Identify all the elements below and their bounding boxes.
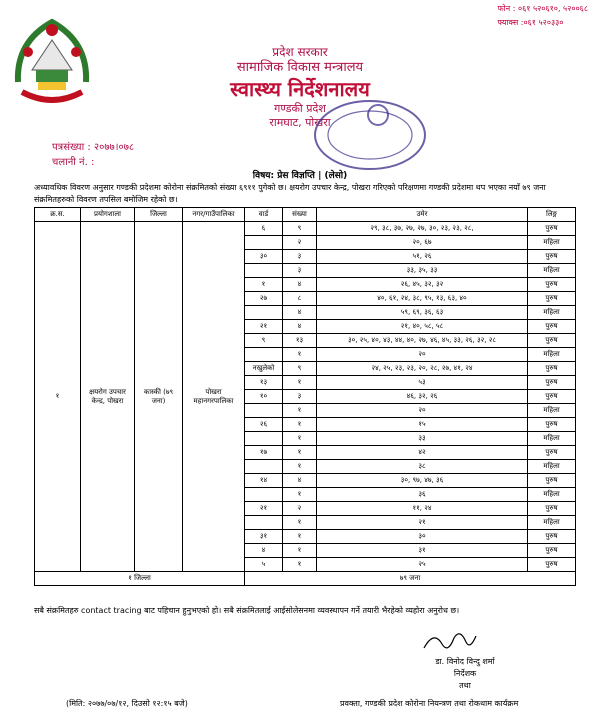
cell-count: ३: [283, 390, 317, 404]
cell-gender: महिला: [528, 306, 576, 320]
official-stamp: [310, 95, 430, 175]
phone-number: फोन : ०६१ ५२०६१०, ५२००६८: [497, 4, 588, 13]
cell-gender: पुरुष: [528, 502, 576, 516]
header-ministry: सामाजिक विकास मन्त्रालय: [236, 60, 364, 75]
cell-gender: महिला: [528, 404, 576, 418]
header-province-govt: प्रदेश सरकार: [272, 45, 328, 59]
cell-count: ३: [283, 250, 317, 264]
cell-gender: पुरुष: [528, 376, 576, 390]
table-row: [35, 222, 576, 236]
col-sn: क्र.स.: [35, 208, 81, 222]
col-gender: लिङ्ग: [528, 208, 576, 222]
cell-ward: ५: [245, 558, 283, 572]
cell-ages: २९, ३८, ३७, २७, २७, ३०, २३, २३, २८,: [317, 222, 528, 236]
cell-ward: २१: [245, 320, 283, 334]
signatory-tatha: तथा: [459, 681, 471, 690]
cases-table: [34, 207, 576, 586]
cell-ward: [245, 236, 283, 250]
cell-gender: पुरुष: [528, 558, 576, 572]
cell-ward: १३: [245, 376, 283, 390]
subject-line: विषय: प्रेस विज्ञप्ति | (लेसो): [252, 171, 348, 181]
cell-ward: २६: [245, 418, 283, 432]
cell-gender: पुरुष: [528, 320, 576, 334]
letter-number: पत्रसंख्या : २०७७।०७८: [52, 142, 135, 153]
cell-ward: [245, 404, 283, 418]
cell-count: १: [283, 530, 317, 544]
cell-ages: ५१, २६: [317, 250, 528, 264]
cell-ward: [245, 264, 283, 278]
cell-count: १३: [283, 334, 317, 348]
cell-count: १: [283, 376, 317, 390]
total-districts: १ जिल्ला: [35, 572, 245, 586]
cell-ward: [245, 432, 283, 446]
cell-ages: २१: [317, 516, 528, 530]
col-lab: प्रयोगशाला: [81, 208, 135, 222]
cell-lab: क्षयरोग उपचार केन्द्र, पोखरा: [81, 222, 135, 572]
cell-count: १: [283, 404, 317, 418]
cell-count: ९: [283, 222, 317, 236]
col-count: संख्या: [283, 208, 317, 222]
footer-note: सबै संक्रमितहरु contact tracing बाट पहिचान हुनुभएको हो। सबै संक्रमितलाई आईसोलेसनमा व्यवस्थापन गर्ने तयारी भैरहेको व्यहोरा अनुरोध छ।: [34, 606, 460, 615]
cell-ages: ३०, ९७, ४७, ३६: [317, 474, 528, 488]
col-district: जिल्ला: [135, 208, 183, 222]
dispatch-number: चलानी नं. :: [52, 157, 95, 168]
cell-count: १: [283, 348, 317, 362]
cell-ward: २१: [245, 502, 283, 516]
header-directorate: स्वास्थ्य निर्देशनालय: [230, 77, 370, 101]
cell-sn: १: [35, 222, 81, 572]
cell-ward: [245, 488, 283, 502]
cell-ward: १४: [245, 474, 283, 488]
cell-ward: १७: [245, 446, 283, 460]
signature-block: [400, 656, 530, 692]
signatory-title: निर्देशक: [453, 669, 477, 678]
cell-count: २: [283, 236, 317, 250]
reference-block: [52, 140, 134, 170]
cell-gender: महिला: [528, 264, 576, 278]
cell-ward: १०: [245, 390, 283, 404]
cell-gender: महिला: [528, 488, 576, 502]
cell-ages: ४२: [317, 446, 528, 460]
col-municipality: नगर/गाउँपालिका: [183, 208, 245, 222]
cell-gender: पुरुष: [528, 446, 576, 460]
cell-ward: ३०: [245, 250, 283, 264]
cell-district: कास्की (७९ जना): [135, 222, 183, 572]
cell-gender: महिला: [528, 432, 576, 446]
signatory-name: डा. विनोद विन्दु शर्मा: [435, 657, 495, 666]
date-note: (मिति: २०७७/०७/१२, दिउसो १२:१५ बजे): [66, 699, 188, 708]
cell-ages: २५: [317, 558, 528, 572]
cell-gender: महिला: [528, 460, 576, 474]
cell-ward: [245, 460, 283, 474]
cell-ages: ३१: [317, 544, 528, 558]
fax-number: फ्याक्स :०६१ ५२०३३०: [497, 18, 564, 27]
header-province: गण्डकी प्रदेश: [274, 102, 326, 115]
cell-count: १: [283, 446, 317, 460]
cell-municipality: पोखरा महानगरपालिका: [183, 222, 245, 572]
cell-ages: २०, ६७: [317, 236, 528, 250]
cell-ages: ११, २४: [317, 502, 528, 516]
cell-ages: १५: [317, 418, 528, 432]
cell-gender: पुरुष: [528, 278, 576, 292]
cell-gender: पुरुष: [528, 390, 576, 404]
cell-count: १: [283, 418, 317, 432]
cell-gender: पुरुष: [528, 334, 576, 348]
cell-ward: २७: [245, 292, 283, 306]
cell-ages: ३३: [317, 432, 528, 446]
cell-gender: महिला: [528, 236, 576, 250]
cell-ages: २६, ४५, ३२, ३२: [317, 278, 528, 292]
spokesperson-role: प्रवक्ता, गण्डकी प्रदेश कोरोना नियन्त्रण तथा रोकथाम कार्यक्रम: [340, 699, 519, 708]
cell-ages: २४, २५, २३, २३, २०, २८, २७, ४१, २४: [317, 362, 528, 376]
cell-ages: ३६: [317, 488, 528, 502]
header-location: रामघाट, पोखरा: [269, 116, 331, 129]
cell-count: ९: [283, 362, 317, 376]
cell-ages: २०: [317, 404, 528, 418]
cell-ward: [245, 348, 283, 362]
cell-count: ४: [283, 278, 317, 292]
col-ward: वार्ड: [245, 208, 283, 222]
col-age: उमेर: [317, 208, 528, 222]
cell-gender: पुरुष: [528, 250, 576, 264]
cell-count: ४: [283, 306, 317, 320]
cell-ages: ३०: [317, 530, 528, 544]
cell-ward: [245, 306, 283, 320]
contact-info: [498, 2, 589, 30]
cell-ward: ६: [245, 222, 283, 236]
signature-mark: [420, 628, 480, 656]
letterhead: [0, 44, 600, 130]
cell-ages: ५९, ६९, ३६, ६३: [317, 306, 528, 320]
cell-ward: ९: [245, 334, 283, 348]
cell-gender: पुरुष: [528, 530, 576, 544]
cell-gender: पुरुष: [528, 418, 576, 432]
cell-count: ४: [283, 320, 317, 334]
cell-gender: पुरुष: [528, 292, 576, 306]
cell-count: ४: [283, 474, 317, 488]
cell-count: १: [283, 558, 317, 572]
cell-ages: ३८: [317, 460, 528, 474]
cell-gender: पुरुष: [528, 362, 576, 376]
cell-gender: पुरुष: [528, 544, 576, 558]
cell-ages: ४०, ६१, २४, ३८, ९५, १३, ६३, ४०: [317, 292, 528, 306]
cell-ages: ५३: [317, 376, 528, 390]
cell-ages: ३३, ३५, ३३: [317, 264, 528, 278]
cell-ward: ३१: [245, 530, 283, 544]
cell-count: १: [283, 516, 317, 530]
cell-count: ३: [283, 264, 317, 278]
cell-gender: पुरुष: [528, 474, 576, 488]
cell-ages: २०: [317, 348, 528, 362]
intro-paragraph: अध्यावधिक विवरण अनुसार गण्डकी प्रदेशमा कोरोना संक्रमितको संख्या ६९११ पुगेको छ। क्षयरोग उपचार केन्द्र, पोखरा गरिएको परिक्षणमा गण्डकी प्रदेशमा थप भएका नयाँ ७९ जना संक्रमितहरुको विवरण तपसिल बमोजिम रहेको छ।: [34, 183, 546, 204]
cell-ages: ३०, २५, ४०, ४३, ४४, ४०, २७, ४६, ४५, ३३, २६, ३२, २८: [317, 334, 528, 348]
cell-count: १: [283, 460, 317, 474]
cell-count: १: [283, 544, 317, 558]
table-header-row: [35, 208, 576, 222]
cell-ward: १: [245, 278, 283, 292]
table-total-row: [35, 572, 576, 586]
cell-ward: नखुलेको: [245, 362, 283, 376]
cell-gender: महिला: [528, 516, 576, 530]
cell-count: २: [283, 502, 317, 516]
cell-count: १: [283, 488, 317, 502]
cell-ages: ४६, ३२, २६: [317, 390, 528, 404]
total-persons: ७९ जना: [245, 572, 576, 586]
cell-ward: ४: [245, 544, 283, 558]
cell-gender: पुरुष: [528, 222, 576, 236]
cell-ages: २१, ४०, ५८, ५८: [317, 320, 528, 334]
cell-count: १: [283, 432, 317, 446]
cell-gender: महिला: [528, 348, 576, 362]
cell-count: ८: [283, 292, 317, 306]
cell-ward: [245, 516, 283, 530]
